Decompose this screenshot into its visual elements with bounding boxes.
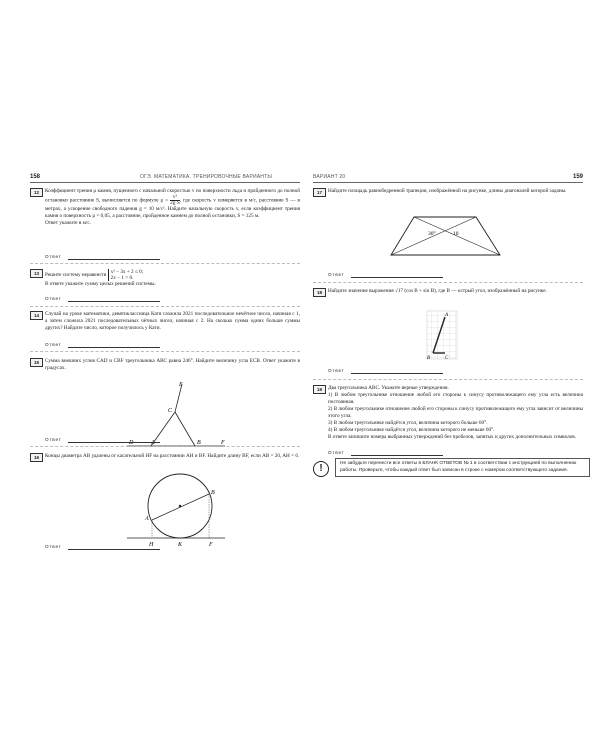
- separator: [313, 282, 583, 283]
- task-15-text: Сумма внешних углов CAD и CBF треугольника ABC равна 246°. Найдите величину угла ECB. Ответ укажите в градусах.: [45, 358, 300, 371]
- answer-15[interactable]: Ответ: [45, 436, 160, 443]
- label-B: B: [211, 490, 215, 496]
- task-13: [30, 269, 300, 288]
- separator: [30, 263, 300, 264]
- label-D: D: [129, 440, 134, 446]
- task-number-14: 14: [30, 311, 43, 320]
- label-K: K: [178, 542, 183, 548]
- trig-expression: √17 (cos B + sin B): [394, 288, 436, 294]
- task-13-text: Решите систему неравенств x² − 3x + 2 ≤ 0; 2x − 1 > 0. В ответе укажите сумму целых решений системы.: [45, 269, 156, 287]
- separator: [30, 351, 300, 352]
- task-number-17: 17: [313, 188, 326, 197]
- task-number-18: 18: [313, 288, 326, 297]
- task-number-15: 15: [30, 358, 43, 367]
- task-19: [313, 385, 583, 441]
- label-B: B: [427, 356, 431, 361]
- friction-formula: $\frac{\text{v²}}{2g\cdot S}$: [170, 194, 180, 206]
- separator: [30, 446, 300, 447]
- label-B: B: [197, 440, 201, 446]
- task-17-text: Найдите площадь равнобедренной трапеции, изображённой на рисунке, длины диагоналей которой заданы.: [328, 188, 567, 194]
- label-F: F: [209, 542, 213, 548]
- right-page-number: 159: [572, 174, 583, 180]
- label-F: F: [221, 440, 225, 446]
- statement-item: 4) В любом треугольнике найдётся угол, величина которого не меньше 60°.: [328, 427, 495, 433]
- right-page-header: [313, 174, 583, 183]
- task-17: [313, 188, 583, 195]
- statement-item: 3) В любом треугольнике найдётся угол, величина которого больше 60°.: [328, 420, 488, 426]
- figure-17-trapezoid: [388, 211, 503, 261]
- transfer-note: Не забудьте перенести все ответы в БЛАНК ОТВЕТОВ № 1 в соответствии с инструкцией по выполнению работы. Проверьте, чтобы каждый ответ был записан в строке с номером соответствующего задания.: [335, 458, 590, 477]
- statement-item: 1) В любом треугольнике отношение любой его стороны к синусу противолежащего ему угла есть величина постоянная.: [328, 392, 583, 405]
- left-page-number: 158: [30, 174, 41, 180]
- label-H: H: [149, 542, 154, 548]
- task-16: [30, 453, 300, 460]
- separator: [30, 306, 300, 307]
- task-15: [30, 358, 300, 372]
- warning-icon: !: [313, 461, 329, 477]
- answer-14[interactable]: Ответ: [45, 341, 160, 348]
- label-C: C: [168, 408, 173, 414]
- left-header-title: ОГЭ. МАТЕМАТИКА. ТРЕНИРОВОЧНЫЕ ВАРИАНТЫ: [140, 174, 272, 180]
- task-19-text: Два треугольника ABC. Укажите верные утверждения.: [328, 385, 449, 391]
- inequality-system: x² − 3x + 2 ≤ 0; 2x − 1 > 0.: [108, 269, 143, 281]
- answer-13[interactable]: Ответ: [45, 295, 160, 302]
- answer-16[interactable]: Ответ: [45, 543, 160, 550]
- answer-12[interactable]: Ответ: [45, 253, 160, 260]
- task-number-19: 19: [313, 385, 326, 394]
- statement-list: [328, 392, 583, 434]
- task-14: [30, 311, 300, 332]
- label-E: E: [179, 382, 183, 388]
- label-A: A: [445, 313, 449, 318]
- label-A: A: [145, 516, 149, 522]
- task-number-16: 16: [30, 453, 43, 462]
- diagonal-label: 10: [453, 231, 459, 237]
- figure-18-grid: [425, 309, 465, 364]
- answer-17[interactable]: Ответ: [328, 271, 443, 278]
- task-18: [313, 288, 583, 295]
- left-page-header: [30, 174, 300, 183]
- task-19-instruction: В ответе запишите номера выбранных утверждений без пробелов, запятых и других дополнительных символов.: [328, 434, 577, 440]
- separator: [313, 379, 583, 380]
- task-number-12: 12: [30, 188, 43, 197]
- label-A: A: [151, 440, 155, 446]
- task-14-text: Случай на уроке математики, девятиклассница Катя сложила 2021 последовательное нечётное число, начиная с 1, а затем сложила 2021 последовательных чётных чисел, начиная с 2. На сколько сумма одних больше суммы других? Найдите число, которое получилось у Кати.: [45, 311, 300, 331]
- angle-label: 30°: [428, 231, 436, 237]
- figure-16-circle: [125, 470, 235, 550]
- answer-18[interactable]: Ответ: [328, 367, 443, 374]
- right-header-title: ВАРИАНТ 20: [313, 174, 346, 180]
- label-C: C: [445, 356, 449, 361]
- statement-item: 2) В любом треугольнике отношение любой его стороны к синусу противолежащего ему угла зависит от величины этого угла.: [328, 406, 583, 419]
- task-number-13: 13: [30, 269, 43, 278]
- task-12: [30, 188, 300, 227]
- task-16-text: Концы диаметра AB удалены от касательной HF на расстоянии AH и BF. Найдите длину BF, если AB = 20, AH = 6.: [45, 453, 300, 459]
- task-18-text: Найдите значение выражения √17 (cos B + sin B), где B — острый угол, изображённый на рисунке.: [328, 288, 547, 294]
- answer-19[interactable]: Ответ: [328, 449, 443, 456]
- task-12-text: Коэффициент трения μ камня, пущенного с начальной скоростью v по поверхности льда и пройденного до полной остановки расстояние S, вычисляется по формуле μ = $\frac{\text{v²}}{2g\cdot S}$ , где скорость v измеряется в м/с, расстояние S — в метрах, а ускорение свободного падения g = 10 м/с². Найдите начальную скорость v, если коэффициент трения камня о поверхность μ = 0,05, а расстояние, пройденное камнем до полной остановки, S = 125 м. Ответ укажите в м/с.: [45, 188, 300, 226]
